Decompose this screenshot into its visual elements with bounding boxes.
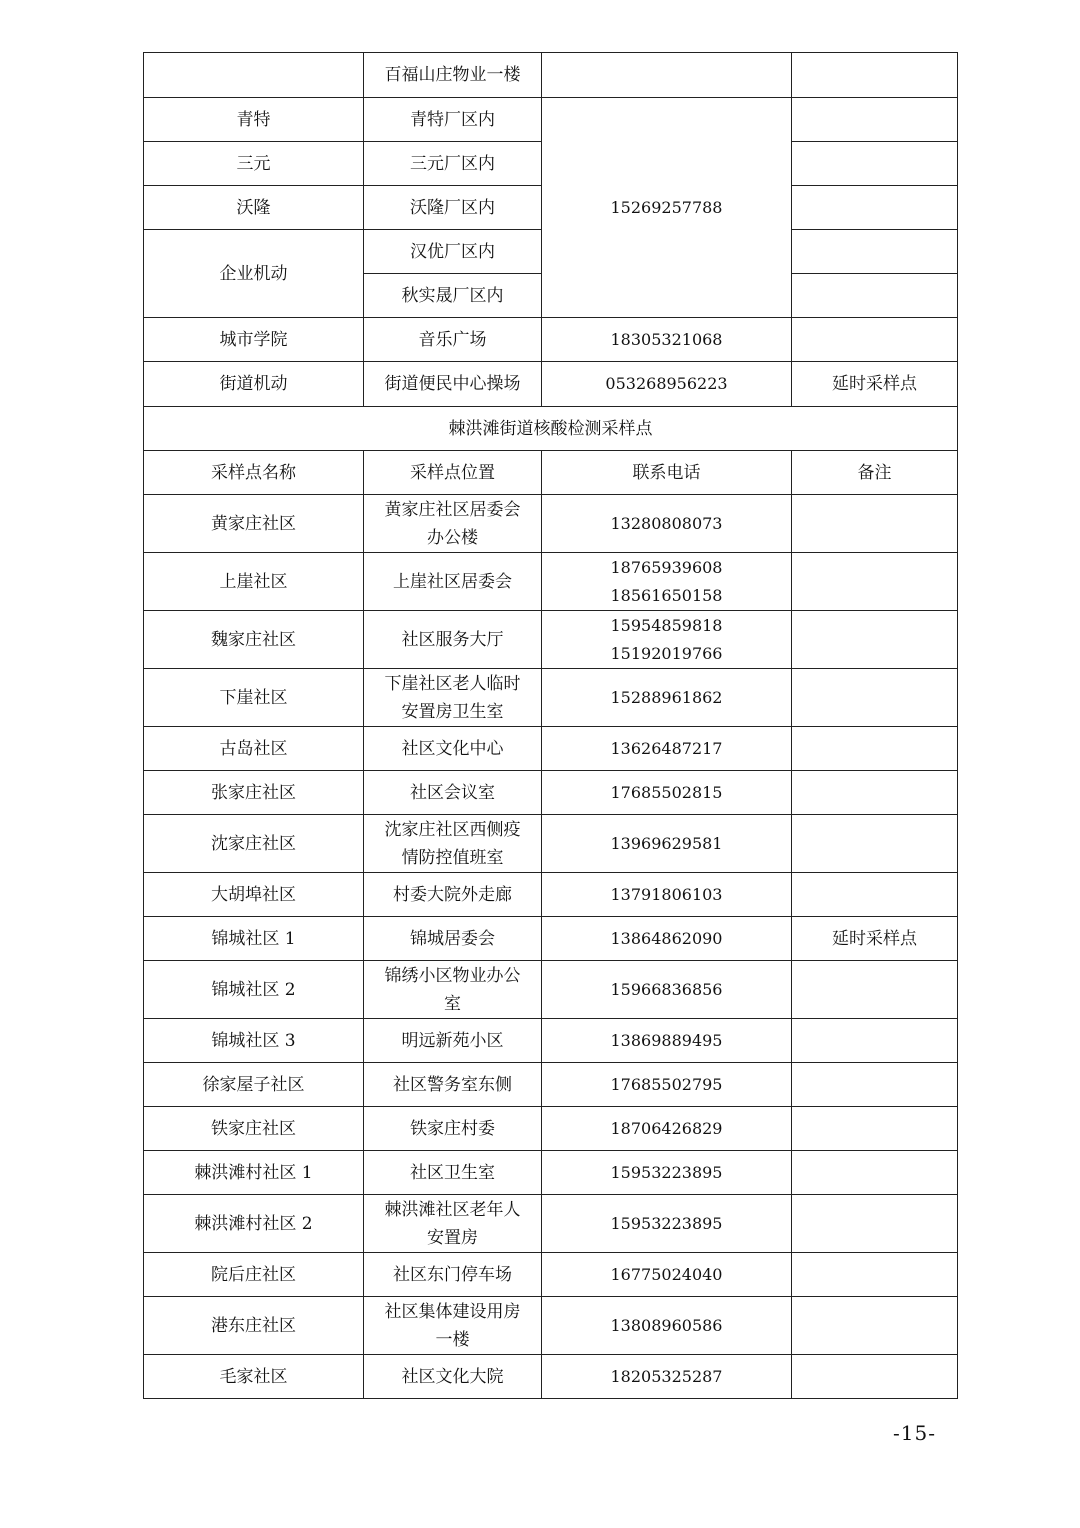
phone-number: 13808960586 xyxy=(610,1315,723,1335)
table-row xyxy=(144,495,958,553)
location-cell: 百福山庄物业一楼 xyxy=(364,53,542,98)
note-cell xyxy=(792,142,958,186)
header-note: 备注 xyxy=(792,451,958,495)
note-cell xyxy=(792,1063,958,1107)
table-row xyxy=(144,727,958,771)
location-cell: 秋实晟厂区内 xyxy=(364,274,542,318)
header-phone: 联系电话 xyxy=(542,451,792,495)
location-line: 社区文化中心 xyxy=(401,738,504,759)
phone-cell xyxy=(542,1195,792,1253)
table-row xyxy=(144,1019,958,1063)
note-cell xyxy=(792,1253,958,1297)
note-cell xyxy=(792,669,958,727)
location-line: 铁家庄村委 xyxy=(410,1118,495,1139)
location-cell xyxy=(364,611,542,669)
phone-number: 17685502815 xyxy=(610,782,723,802)
phone-cell xyxy=(542,1063,792,1107)
location-cell xyxy=(364,1151,542,1195)
name-cell: 沃隆 xyxy=(144,186,364,230)
header-name: 采样点名称 xyxy=(144,451,364,495)
name-cell: 徐家屋子社区 xyxy=(144,1063,364,1107)
location-line: 情防控值班室 xyxy=(401,847,504,868)
phone-number: 13791806103 xyxy=(610,884,723,904)
location-cell xyxy=(364,771,542,815)
location-line: 室 xyxy=(444,993,461,1014)
location-cell: 三元厂区内 xyxy=(364,142,542,186)
phone-number: 15966836856 xyxy=(610,979,723,999)
note-cell xyxy=(792,495,958,553)
name-cell: 上崖社区 xyxy=(144,553,364,611)
table-row xyxy=(144,1253,958,1297)
note-cell: 延时采样点 xyxy=(792,362,958,407)
location-cell: 街道便民中心操场 xyxy=(364,362,542,407)
phone-number: 15954859818 xyxy=(610,615,723,635)
phone-number: 15953223895 xyxy=(610,1213,723,1233)
note-cell xyxy=(792,186,958,230)
table-row xyxy=(144,53,958,98)
location-line: 社区警务室东侧 xyxy=(393,1074,512,1095)
note-cell xyxy=(792,1151,958,1195)
phone-number: 18561650158 xyxy=(610,585,723,605)
section-title-row xyxy=(144,407,958,451)
phone-cell xyxy=(542,53,792,98)
location-cell: 音乐广场 xyxy=(364,318,542,362)
location-cell xyxy=(364,727,542,771)
location-cell xyxy=(364,553,542,611)
table-row xyxy=(144,771,958,815)
name-cell: 三元 xyxy=(144,142,364,186)
table-row xyxy=(144,318,958,362)
location-cell: 汉优厂区内 xyxy=(364,230,542,274)
phone-number: 18765939608 xyxy=(610,557,723,577)
table-row xyxy=(144,1355,958,1399)
location-cell xyxy=(364,669,542,727)
name-cell: 锦城社区 2 xyxy=(144,961,364,1019)
phone-cell xyxy=(542,961,792,1019)
location-cell xyxy=(364,1253,542,1297)
sampling-points-table xyxy=(143,52,958,1399)
phone-cell xyxy=(542,815,792,873)
phone-cell xyxy=(542,495,792,553)
table-row xyxy=(144,873,958,917)
location-cell xyxy=(364,1063,542,1107)
phone-cell xyxy=(542,727,792,771)
location-line: 棘洪滩社区老年人 xyxy=(384,1199,521,1220)
location-cell xyxy=(364,1019,542,1063)
phone-number: 13626487217 xyxy=(610,738,723,758)
phone-cell xyxy=(542,771,792,815)
name-cell: 沈家庄社区 xyxy=(144,815,364,873)
location-line: 沈家庄社区西侧疫 xyxy=(384,819,521,840)
name-cell xyxy=(144,53,364,98)
note-cell xyxy=(792,1297,958,1355)
name-cell: 毛家社区 xyxy=(144,1355,364,1399)
location-line: 社区东门停车场 xyxy=(393,1264,512,1285)
table-body xyxy=(144,53,958,1399)
phone-cell xyxy=(542,873,792,917)
note-cell xyxy=(792,1107,958,1151)
name-cell: 港东庄社区 xyxy=(144,1297,364,1355)
phone-cell: 053268956223 xyxy=(542,362,792,407)
table-row xyxy=(144,1063,958,1107)
location-line: 社区集体建设用房 xyxy=(384,1301,521,1322)
phone-number: 13280808073 xyxy=(610,513,723,533)
note-cell xyxy=(792,318,958,362)
section-title: 棘洪滩街道核酸检测采样点 xyxy=(144,407,958,451)
phone-number: 16775024040 xyxy=(610,1264,723,1284)
name-cell: 张家庄社区 xyxy=(144,771,364,815)
note-cell xyxy=(792,873,958,917)
name-cell: 铁家庄社区 xyxy=(144,1107,364,1151)
header-row xyxy=(144,451,958,495)
location-cell xyxy=(364,1107,542,1151)
name-cell: 棘洪滩村社区 1 xyxy=(144,1151,364,1195)
location-line: 上崖社区居委会 xyxy=(393,571,512,592)
location-cell xyxy=(364,1297,542,1355)
location-line: 锦绣小区物业办公 xyxy=(384,965,521,986)
note-cell xyxy=(792,53,958,98)
name-cell: 街道机动 xyxy=(144,362,364,407)
name-cell: 锦城社区 1 xyxy=(144,917,364,961)
location-cell xyxy=(364,815,542,873)
table-row xyxy=(144,98,958,142)
table-row xyxy=(144,362,958,407)
name-cell: 古岛社区 xyxy=(144,727,364,771)
location-line: 安置房 xyxy=(427,1227,478,1248)
phone-number: 15288961862 xyxy=(610,687,723,707)
note-cell xyxy=(792,230,958,274)
location-line: 一楼 xyxy=(435,1329,470,1350)
phone-cell xyxy=(542,1253,792,1297)
note-cell xyxy=(792,771,958,815)
phone-number: 15192019766 xyxy=(610,643,723,663)
note-cell xyxy=(792,815,958,873)
page-number: -15- xyxy=(893,1421,936,1445)
note-cell xyxy=(792,961,958,1019)
header-location: 采样点位置 xyxy=(364,451,542,495)
location-cell xyxy=(364,1195,542,1253)
location-line: 安置房卫生室 xyxy=(401,701,504,722)
phone-cell xyxy=(542,1107,792,1151)
phone-number: 13864862090 xyxy=(610,928,723,948)
name-cell: 青特 xyxy=(144,98,364,142)
table-row xyxy=(144,1297,958,1355)
table-row xyxy=(144,1195,958,1253)
phone-cell xyxy=(542,1355,792,1399)
table-row xyxy=(144,611,958,669)
location-line: 办公楼 xyxy=(427,527,478,548)
note-cell: 延时采样点 xyxy=(792,917,958,961)
location-line: 社区会议室 xyxy=(410,782,495,803)
location-line: 锦城居委会 xyxy=(410,928,495,949)
note-cell xyxy=(792,1355,958,1399)
table-row xyxy=(144,1107,958,1151)
table-row xyxy=(144,815,958,873)
phone-number: 13869889495 xyxy=(610,1030,723,1050)
phone-cell xyxy=(542,917,792,961)
table-row xyxy=(144,917,958,961)
location-cell xyxy=(364,961,542,1019)
location-line: 社区卫生室 xyxy=(410,1162,495,1183)
phone-number: 18205325287 xyxy=(610,1366,723,1386)
location-line: 社区服务大厅 xyxy=(401,629,504,650)
phone-cell xyxy=(542,669,792,727)
phone-cell xyxy=(542,1297,792,1355)
note-cell xyxy=(792,1019,958,1063)
note-cell xyxy=(792,611,958,669)
note-cell xyxy=(792,1195,958,1253)
phone-number: 13969629581 xyxy=(610,833,723,853)
phone-cell: 18305321068 xyxy=(542,318,792,362)
location-line: 下崖社区老人临时 xyxy=(384,673,521,694)
note-cell xyxy=(792,553,958,611)
table-row xyxy=(144,669,958,727)
location-line: 社区文化大院 xyxy=(401,1366,504,1387)
phone-number: 15953223895 xyxy=(610,1162,723,1182)
location-cell xyxy=(364,495,542,553)
location-line: 村委大院外走廊 xyxy=(393,884,512,905)
phone-cell xyxy=(542,553,792,611)
table-row xyxy=(144,553,958,611)
location-cell: 沃隆厂区内 xyxy=(364,186,542,230)
note-cell xyxy=(792,274,958,318)
phone-number: 18706426829 xyxy=(610,1118,723,1138)
location-line: 明远新苑小区 xyxy=(401,1030,504,1051)
name-cell: 魏家庄社区 xyxy=(144,611,364,669)
table-row xyxy=(144,1151,958,1195)
table-row xyxy=(144,961,958,1019)
name-cell: 城市学院 xyxy=(144,318,364,362)
name-cell: 下崖社区 xyxy=(144,669,364,727)
note-cell xyxy=(792,727,958,771)
phone-cell xyxy=(542,611,792,669)
phone-cell xyxy=(542,1019,792,1063)
name-cell: 锦城社区 3 xyxy=(144,1019,364,1063)
phone-number: 17685502795 xyxy=(610,1074,723,1094)
name-cell: 企业机动 xyxy=(144,230,364,318)
name-cell: 大胡埠社区 xyxy=(144,873,364,917)
name-cell: 院后庄社区 xyxy=(144,1253,364,1297)
location-cell xyxy=(364,917,542,961)
name-cell: 黄家庄社区 xyxy=(144,495,364,553)
location-line: 黄家庄社区居委会 xyxy=(384,499,521,520)
name-cell: 棘洪滩村社区 2 xyxy=(144,1195,364,1253)
location-cell xyxy=(364,1355,542,1399)
note-cell xyxy=(792,98,958,142)
location-cell xyxy=(364,873,542,917)
shared-phone-cell: 15269257788 xyxy=(542,98,792,318)
location-cell: 青特厂区内 xyxy=(364,98,542,142)
phone-cell xyxy=(542,1151,792,1195)
